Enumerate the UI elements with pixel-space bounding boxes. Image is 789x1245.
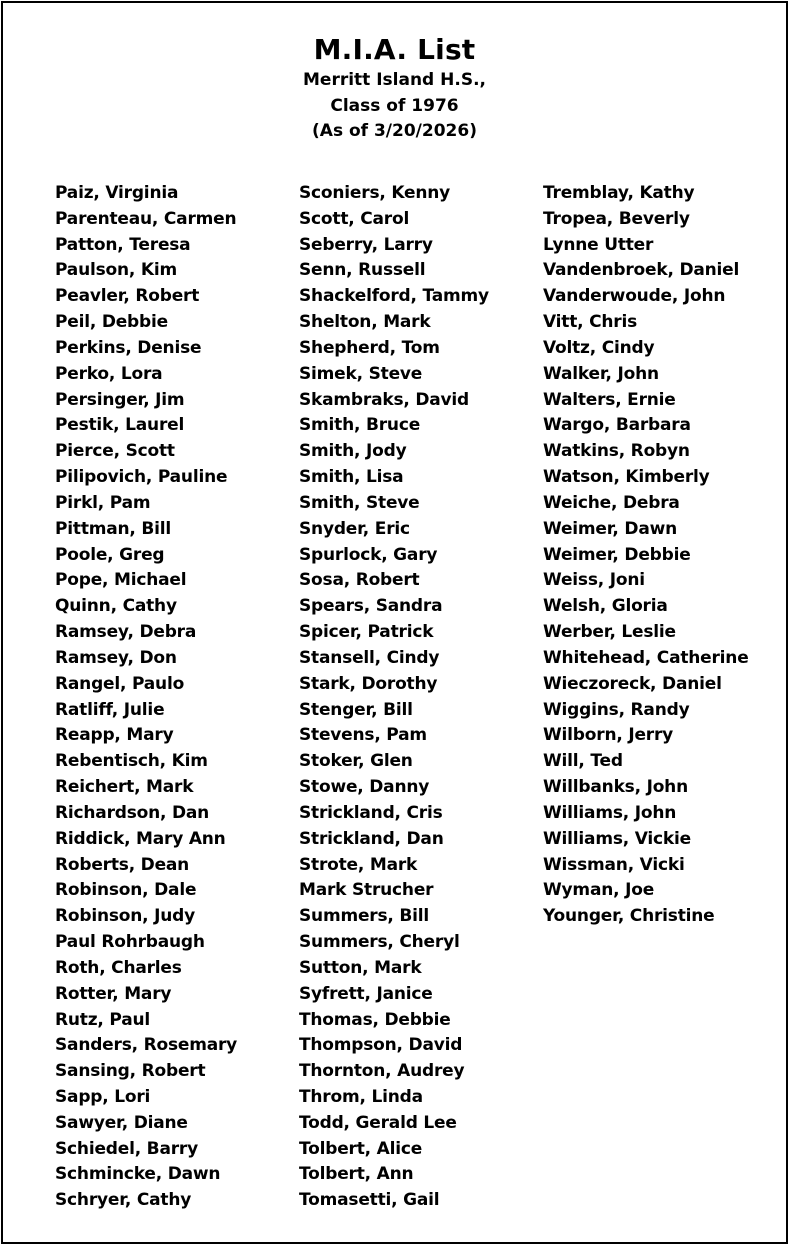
name-entry: Paulson, Kim (55, 260, 177, 281)
name-entry: Rangel, Paulo (55, 673, 185, 694)
name-column-2 (299, 181, 489, 1214)
name-entry: Strote, Mark (299, 854, 418, 875)
name-entry: Quinn, Cathy (55, 596, 177, 617)
name-entry: Stark, Dorothy (299, 673, 438, 694)
name-entry: Williams, John (543, 802, 677, 823)
name-entry: Persinger, Jim (55, 389, 185, 410)
name-entry: Snyder, Eric (299, 518, 410, 539)
name-entry: Reichert, Mark (55, 777, 194, 798)
name-column-1 (55, 181, 237, 1214)
name-entry: Peavler, Robert (55, 286, 200, 307)
name-entry: Younger, Christine (543, 906, 715, 927)
name-entry: Tomasetti, Gail (299, 1190, 440, 1211)
name-entry: Pittman, Bill (55, 518, 172, 539)
name-entry: Weiss, Joni (543, 570, 645, 591)
name-entry: Wiggins, Randy (543, 699, 690, 720)
name-entry: Simek, Steve (299, 363, 423, 384)
name-entry: Shepherd, Tom (299, 337, 440, 358)
name-entry: Sosa, Robert (299, 570, 420, 591)
name-entry: Perko, Lora (55, 363, 163, 384)
name-entry: Whitehead, Catherine (543, 647, 749, 668)
name-entry: Syfrett, Janice (299, 983, 433, 1004)
name-entry: Welsh, Gloria (543, 596, 668, 617)
name-entry: Scott, Carol (299, 208, 410, 229)
name-entry: Pirkl, Pam (55, 492, 151, 513)
name-entry: Smith, Bruce (299, 415, 421, 436)
name-entry: Schryer, Cathy (55, 1190, 192, 1211)
name-entry: Roth, Charles (55, 957, 182, 978)
name-entry: Peil, Debbie (55, 312, 168, 333)
name-entry: Throm, Linda (299, 1086, 423, 1107)
name-entry: Paul Rohrbaugh (55, 932, 205, 953)
name-entry: Mark Strucher (299, 880, 434, 901)
name-entry: Smith, Lisa (299, 467, 404, 488)
name-entry: Sansing, Robert (55, 1061, 206, 1082)
name-entry: Vandenbroek, Daniel (543, 260, 740, 281)
class-year: Class of 1976 (330, 95, 459, 116)
name-entry: Paiz, Virginia (55, 183, 179, 203)
name-entry: Thomas, Debbie (299, 1009, 451, 1030)
name-entry: Watson, Kimberly (543, 467, 710, 488)
name-entry: Wyman, Joe (543, 880, 655, 901)
name-entry: Stowe, Danny (299, 777, 430, 798)
name-entry: Smith, Steve (299, 492, 420, 513)
name-entry: Will, Ted (543, 751, 623, 772)
name-entry: Rotter, Mary (55, 983, 172, 1004)
name-entry: Spears, Sandra (299, 596, 443, 617)
name-entry: Sutton, Mark (299, 957, 422, 978)
name-entry: Wissman, Vicki (543, 854, 685, 875)
name-entry: Senn, Russell (299, 260, 426, 281)
name-entry: Walker, John (543, 363, 659, 384)
name-entry: Weiche, Debra (543, 492, 680, 513)
name-entry: Tolbert, Alice (299, 1138, 423, 1159)
name-entry: Pestik, Laurel (55, 415, 185, 436)
name-entry: Thompson, David (299, 1035, 463, 1056)
name-entry: Vitt, Chris (543, 312, 638, 333)
name-entry: Shackelford, Tammy (299, 286, 489, 307)
name-entry: Perkins, Denise (55, 337, 202, 358)
name-entry: Parenteau, Carmen (55, 208, 237, 229)
name-entry: Wilborn, Jerry (543, 725, 674, 746)
name-entry: Shelton, Mark (299, 312, 431, 333)
name-entry: Willbanks, John (543, 777, 688, 798)
name-entry: Sconiers, Kenny (299, 183, 451, 203)
name-entry: Stoker, Glen (299, 751, 413, 772)
as-of-date: (As of 3/20/2026) (312, 121, 477, 141)
name-entry: Schmincke, Dawn (55, 1164, 221, 1185)
name-entry: Tremblay, Kathy (543, 183, 695, 203)
name-entry: Ramsey, Don (55, 647, 177, 668)
name-entry: Sawyer, Diane (55, 1112, 188, 1133)
name-entry: Walters, Ernie (543, 389, 676, 410)
name-entry: Thornton, Audrey (299, 1061, 465, 1082)
name-entry: Richardson, Dan (55, 802, 210, 823)
name-entry: Rutz, Paul (55, 1009, 150, 1030)
name-entry: Strickland, Cris (299, 802, 443, 823)
name-entry: Tropea, Beverly (543, 208, 690, 229)
name-entry: Werber, Leslie (543, 622, 676, 643)
name-entry: Pierce, Scott (55, 441, 175, 462)
name-entry: Smith, Jody (299, 441, 407, 462)
name-entry: Wieczoreck, Daniel (543, 673, 722, 694)
name-entry: Summers, Bill (299, 906, 430, 927)
name-entry: Skambraks, David (299, 389, 470, 410)
name-entry: Ramsey, Debra (55, 622, 197, 643)
name-entry: Riddick, Mary Ann (55, 828, 226, 849)
name-entry: Strickland, Dan (299, 828, 444, 849)
document-title: M.I.A. List (313, 33, 476, 66)
name-entry: Weimer, Debbie (543, 544, 691, 565)
name-entry: Watkins, Robyn (543, 441, 690, 462)
name-entry: Poole, Greg (55, 544, 165, 565)
name-entry: Todd, Gerald Lee (299, 1112, 457, 1133)
name-entry: Pilipovich, Pauline (55, 467, 228, 488)
name-entry: Schiedel, Barry (55, 1138, 198, 1159)
name-entry: Robinson, Dale (55, 880, 197, 901)
name-entry: Roberts, Dean (55, 854, 190, 875)
name-entry: Sapp, Lori (55, 1086, 151, 1107)
name-entry: Williams, Vickie (543, 828, 691, 849)
name-entry: Voltz, Cindy (543, 337, 655, 358)
name-entry: Stansell, Cindy (299, 647, 440, 668)
name-entry: Reapp, Mary (55, 725, 174, 746)
name-entry: Tolbert, Ann (299, 1164, 414, 1185)
name-entry: Stevens, Pam (299, 725, 427, 746)
name-entry: Wargo, Barbara (543, 415, 691, 436)
name-entry: Stenger, Bill (299, 699, 413, 720)
name-entry: Rebentisch, Kim (55, 751, 208, 772)
name-entry: Summers, Cheryl (299, 932, 460, 953)
name-entry: Spicer, Patrick (299, 622, 434, 643)
name-entry: Sanders, Rosemary (55, 1035, 238, 1056)
name-entry: Spurlock, Gary (299, 544, 438, 565)
name-entry: Seberry, Larry (299, 234, 433, 255)
name-entry: Vanderwoude, John (543, 286, 726, 307)
name-entry: Patton, Teresa (55, 234, 191, 255)
name-entry: Pope, Michael (55, 570, 187, 591)
name-entry: Weimer, Dawn (543, 518, 677, 539)
name-entry: Lynne Utter (543, 234, 654, 255)
document-header (0, 32, 789, 145)
name-entry: Robinson, Judy (55, 906, 196, 927)
school-name: Merritt Island H.S., (303, 70, 486, 90)
name-entry: Ratliff, Julie (55, 699, 165, 720)
name-column-3 (543, 181, 749, 930)
